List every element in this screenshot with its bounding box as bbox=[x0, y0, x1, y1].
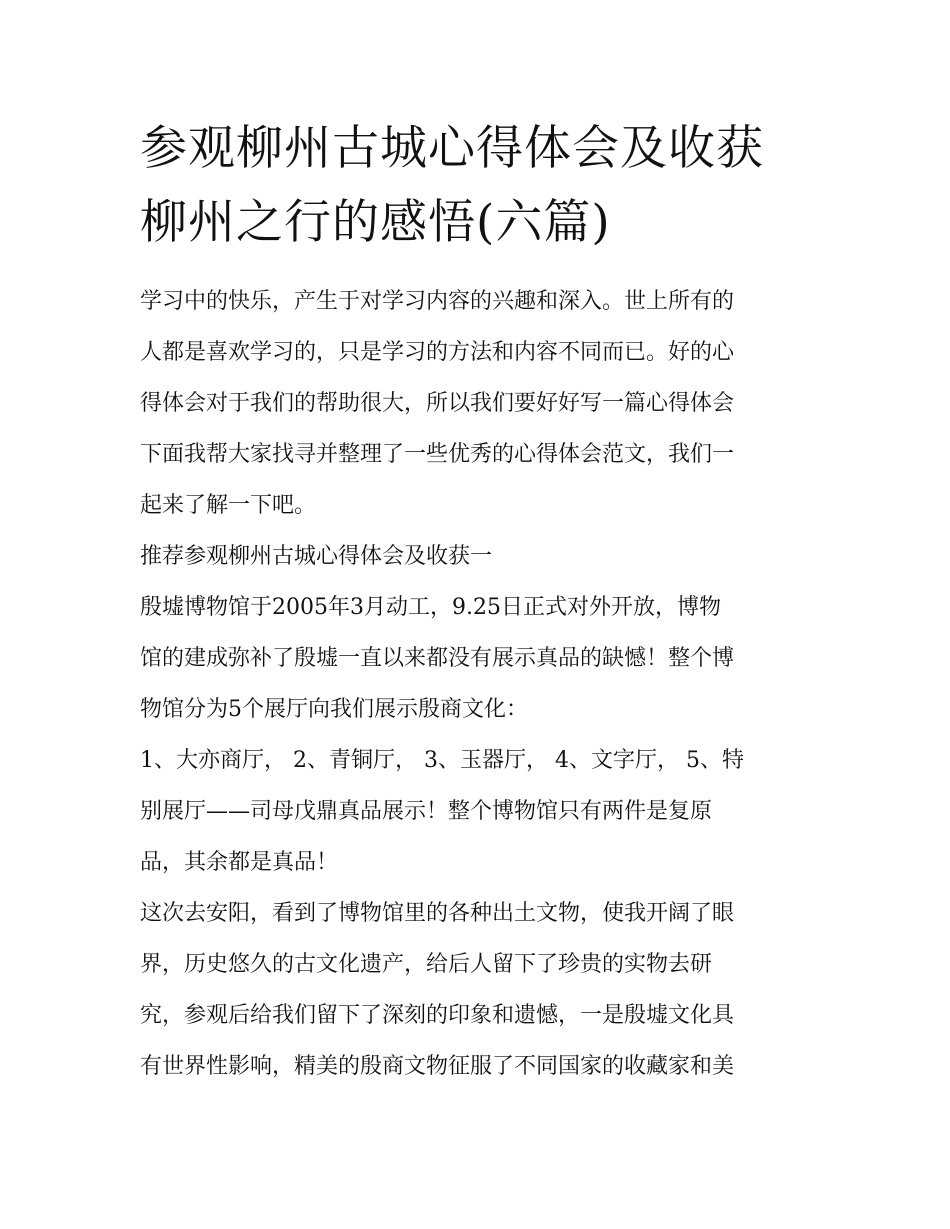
intro-paragraph bbox=[140, 276, 820, 531]
text-line: 究，参观后给我们留下了深刻的印象和遗憾，一是殷墟文化具 bbox=[140, 1003, 735, 1028]
text-line: 馆的建成弥补了殷墟一直以来都没有展示真品的缺憾！整个博 bbox=[140, 646, 735, 671]
text-line: 人都是喜欢学习的，只是学习的方法和内容不同而已。好的心 bbox=[140, 340, 735, 365]
reflection-paragraph bbox=[140, 888, 820, 1092]
text-line: 得体会对于我们的帮助很大，所以我们要好好写一篇心得体会 bbox=[140, 391, 735, 416]
document-body bbox=[140, 276, 820, 1092]
text-line: 品，其余都是真品！ bbox=[140, 850, 339, 875]
text-line: 下面我帮大家找寻并整理了一些优秀的心得体会范文，我们一 bbox=[140, 442, 735, 467]
text-line: 物馆分为5个展厅向我们展示殷商文化： bbox=[140, 697, 528, 722]
title-line: 参观柳州古城心得体会及收获 bbox=[140, 121, 764, 176]
document-title bbox=[140, 112, 830, 260]
text-line: 学习中的快乐，产生于对学习内容的兴趣和深入。世上所有的 bbox=[140, 289, 735, 314]
text-line: 起来了解一下吧。 bbox=[140, 493, 317, 518]
text-line: 有世界性影响，精美的殷商文物征服了不同国家的收藏家和美 bbox=[140, 1054, 735, 1079]
text-line: 推荐参观柳州古城心得体会及收获一 bbox=[140, 544, 493, 569]
text-line: 殷墟博物馆于2005年3月动工，9.25日正式对外开放，博物 bbox=[140, 595, 721, 620]
text-line: 1、大亦商厅， 2、青铜厅， 3、玉器厅， 4、文字厅， 5、特 bbox=[140, 748, 744, 773]
text-line: 这次去安阳，看到了博物馆里的各种出土文物，使我开阔了眼 bbox=[140, 901, 735, 926]
museum-paragraph bbox=[140, 582, 820, 735]
text-line: 界，历史悠久的古文化遗产，给后人留下了珍贵的实物去研 bbox=[140, 952, 713, 977]
title-line: 柳州之行的感悟(六篇) bbox=[140, 195, 611, 250]
halls-paragraph bbox=[140, 735, 820, 888]
section-heading bbox=[140, 531, 820, 582]
text-line: 别展厅——司母戊鼎真品展示！整个博物馆只有两件是复原 bbox=[140, 799, 713, 824]
